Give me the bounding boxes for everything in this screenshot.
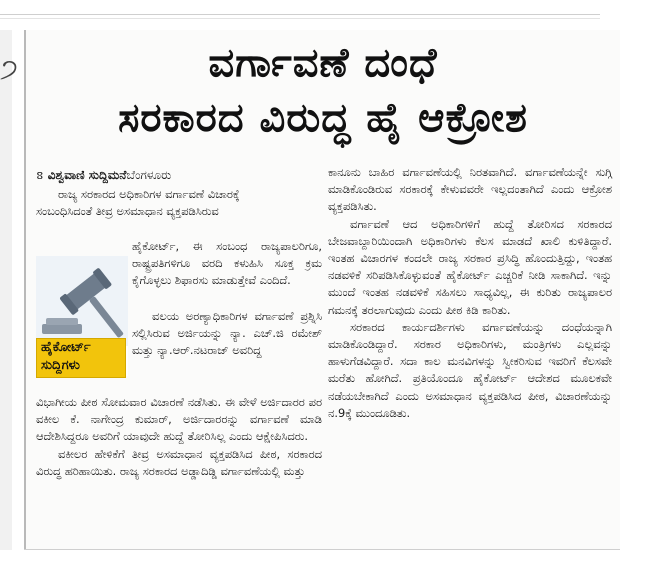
left-column-intro — [36, 186, 322, 220]
top-rule-secondary — [0, 18, 600, 19]
left-intro-line-2: ಸಂಬಂಧಿಸಿದಂತೆ ತೀವ್ರ ಅಸಮಾಧಾನ ವ್ಯಕ್ತಪಡಿಸಿರುವ — [36, 204, 219, 219]
left-paragraph-3: ವಕೀಲರ ಹೇಳಿಕೆಗೆ ತೀವ್ರ ಅಸಮಾಧಾನ ವ್ಯಕ್ತಪಡಿಸಿದ ಪೀಠ, ಸರಕಾರದ ವಿರುದ್ಧ ಹರಿಹಾಯಿತು. ರಾಜ್ಯ ಸರಕಾರದ ಅಡ್ಡಾದಿಡ್ಡಿ ವರ್ಗಾವಣೆಯಲ್ಲಿ ಮತ್ತು — [36, 446, 322, 478]
headline — [26, 36, 620, 146]
gavel-illustration — [36, 256, 128, 346]
byline-logo-icon: ៜ — [36, 168, 48, 182]
hc-news-inset — [36, 256, 128, 376]
top-rule — [0, 14, 600, 15]
byline — [36, 166, 316, 184]
left-intro-line-1: ರಾಜ್ಯ ಸರಕಾರದ ಅಧಿಕಾರಿಗಳ ವರ್ಗಾವಣೆ ವಿಚಾರಕ್ಕೆ — [58, 187, 240, 201]
right-paragraph-3: ಸರಕಾರದ ಕಾರ್ಯದರ್ಶಿಗಳು ವರ್ಗಾವಣೆಯನ್ನು ದಂಧೆಯನ್ನಾಗಿ ಮಾಡಿಕೊಂಡಿದ್ದಾರೆ. ಸರಕಾರ ಅಧಿಕಾರಿಗಳು, ಮಂತ್ರಿಗಳು ಎಲ್ಲವನ್ನು ಹಾಳುಗೆಡವಿದ್ದಾರೆ. ಸದಾ ಕಾಲ ಮನವಿಗಳನ್ನು ಸ್ವೀಕರಿಸುವ ಇವರಿಗೆ ಕೆಲಸವೇ ಮರೆತು ಹೋಗಿದೆ. ಪ್ರತಿಯೊಂದೂ ಹೈಕೋರ್ಟ್ ಆದೇಶದ ಮೂಲಕವೇ ನಡೆಯಬೇಕಾಗಿದೆ ಎಂದು ಅಸಮಾಧಾನ ವ್ಯಕ್ತಪಡಿಸಿದ ಪೀಠ, ವಿಚಾರಣೆಯನ್ನು ನ.9ಕ್ಕೆ ಮುಂದೂಡಿತು. — [328, 319, 612, 420]
left-column-wrap-1: ಹೈಕೋರ್ಟ್, ಈ ಸಂಬಂಧ ರಾಜ್ಯಪಾಲರಿಗೂ, ರಾಷ್ಟ್ರಪತಿಗಳಿಗೂ ವರದಿ ಕಳುಹಿಸಿ ಸೂಕ್ತ ಕ್ರಮ ಕೈಗೊಳ್ಳಲು ಶಿಫಾರಸು ಮಾಡುತ್ತೇವೆ ಎಂದಿದೆ. — [132, 239, 322, 288]
bottom-rule — [24, 549, 620, 550]
gavel-icon — [36, 256, 128, 346]
hc-news-label — [36, 338, 126, 378]
adjacent-article-strip — [0, 30, 12, 550]
hc-news-label-line-2: ಸುದ್ದಿಗಳು — [41, 358, 80, 373]
byline-place: ಬೆಂಗಳೂರು — [126, 168, 172, 182]
headline-line-1: ವರ್ಗಾವಣೆ ದಂಧೆ — [208, 40, 438, 86]
left-paragraph-2: ವಿಭಾಗೀಯ ಪೀಠ ಸೋಮವಾರ ವಿಚಾರಣೆ ನಡೆಸಿತು. ಈ ವೇಳೆ ಅರ್ಜಿದಾರರ ಪರ ವಕೀಲ ಕೆ. ನಾಗೇಂದ್ರ ಕುಮಾರ್, ಅರ್ಜಿದಾರರನ್ನು ವರ್ಗಾವಣೆ ಮಾಡಿ ಆದೇಶಿಸಿದ್ದರೂ ಅವರಿಗೆ ಯಾವುದೇ ಹುದ್ದೆ ತೋರಿಸಿಲ್ಲ ಎಂದು ಆಕ್ಷೇಪಿಸಿದರು. — [36, 395, 322, 444]
right-paragraph-2: ವರ್ಗಾವಣೆ ಆದ ಅಧಿಕಾರಿಗಳಿಗೆ ಹುದ್ದೆ ತೋರಿಸದ ಸರಕಾರದ ಬೇಜವಾಬ್ದಾರಿಯಿಂದಾಗಿ ಅಧಿಕಾರಿಗಳು ಕೆಲಸ ಮಾಡದೆ ಖಾಲಿ ಕುಳಿತಿದ್ದಾರೆ. ಇಂತಹ ವಿಚಾರಗಳ ಕಂದಲೇ ರಾಜ್ಯ ಸರಕಾರ ಪ್ರಸಿದ್ಧಿ ಹೊಂದುತ್ತಿದ್ದು, ಇಂತಹ ನಡವಳಿಕೆ ಸರಿಪಡಿಸಿಕೊಳ್ಳುವಂತೆ ಹೈಕೋರ್ಟ್ ಎಚ್ಚರಿಕೆ ನೀಡಿ ಸಾಕಾಗಿದೆ. ಇನ್ನು ಮುಂದೆ ಇಂತಹ ನಡವಳಿಕೆ ಸಹಿಸಲು ಸಾಧ್ಯವಿಲ್ಲ, ಈ ಕುರಿತು ರಾಜ್ಯಪಾಲರ ಗಮನಕ್ಕೆ ತರಲಾಗುವುದು ಎಂದು ಪೀಠ ಕಿಡಿ ಕಾರಿತು. — [328, 216, 612, 317]
hc-news-label-line-1: ಹೈಕೋರ್ಟ್ — [41, 340, 91, 355]
right-paragraph-1: ಕಾನೂನು ಬಾಹಿರ ವರ್ಗಾವಣೆಯಲ್ಲಿ ನಿರತವಾಗಿದೆ. ವರ್ಗಾವಣೆಯನ್ನೇ ಸುಗ್ಗಿ ಮಾಡಿಕೊಂಡಿರುವ ಸರಕಾರಕ್ಕೆ ಕೇಳುವವರೇ ಇಲ್ಲದಂತಾಗಿದೆ ಎಂದು ಆಕ್ರೋಶ ವ್ಯಕ್ತಪಡಿಸಿತು. — [328, 165, 612, 214]
byline-brand: ವಿಶ್ವವಾಣಿ ಸುದ್ದಿಮನೆ — [47, 168, 127, 182]
left-column-wrap-2: ವಲಯ ಅರಣ್ಯಾಧಿಕಾರಿಗಳ ವರ್ಗಾವಣೆ ಪ್ರಶ್ನಿಸಿ ಸಲ್ಲಿಸಿರುವ ಅರ್ಜಿಯನ್ನು ನ್ಯಾ. ಎಚ್.ಜಿ ರಮೇಶ್ ಮತ್ತು ನ್ಯಾ.ಆರ್.ನಟರಾಜ್ ಅವರಿದ್ದ — [132, 309, 322, 358]
headline-line-2: ಸರಕಾರದ ವಿರುದ್ಧ ಹೈ ಆಕ್ರೋಶ — [118, 95, 528, 141]
right-column — [328, 164, 612, 422]
left-column-body — [36, 394, 322, 480]
adjacent-article-glyph: ੭ — [0, 52, 19, 85]
